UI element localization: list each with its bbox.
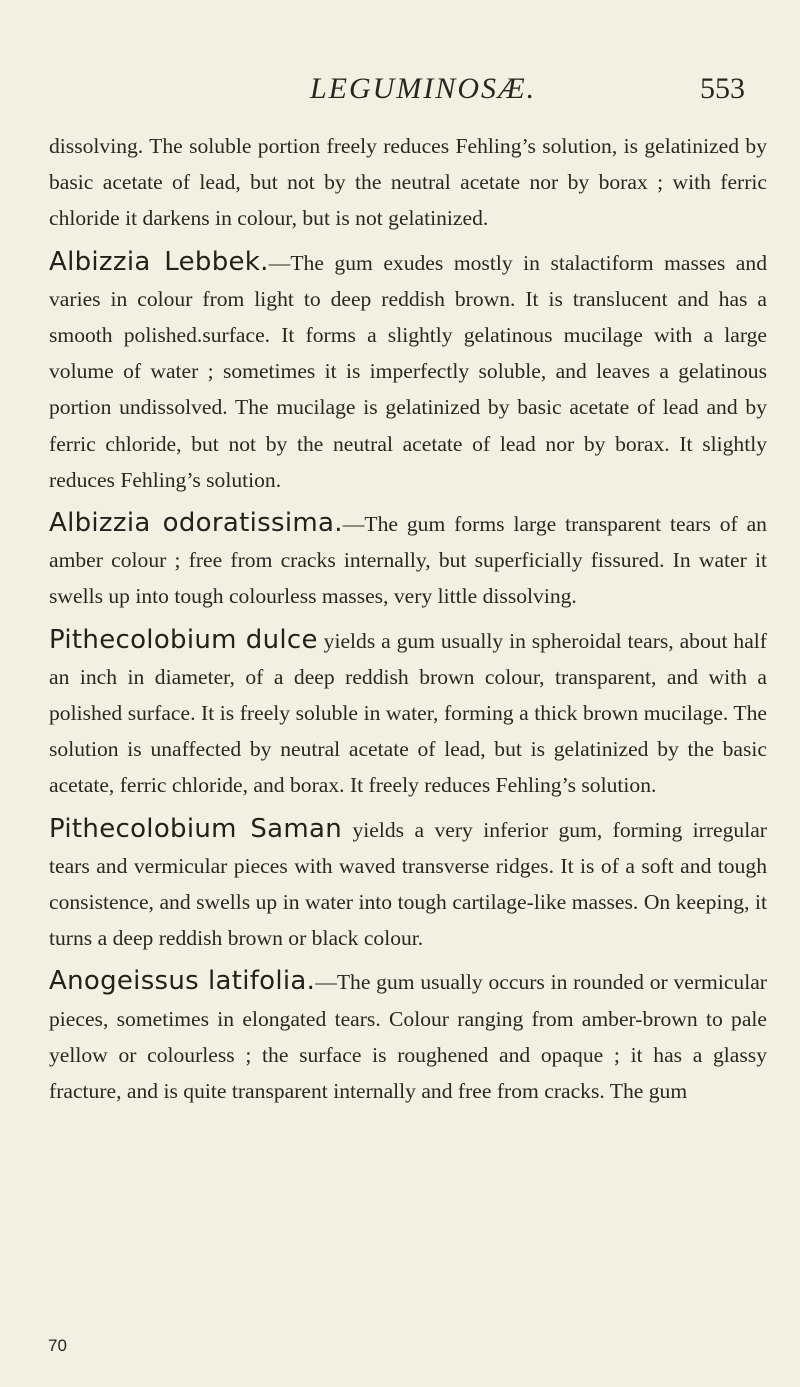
species-heading: Pithecolobium dulce: [49, 624, 318, 655]
paragraph-text: dissolving. The soluble portion freely reduces Fehling’s solution, is gelatinized by basic acetate of lead, but not by the neutral acetate nor by borax ; with ferric chloride it darkens in colour, but is not gelatinized.: [49, 134, 767, 231]
species-heading: Albizzia odoratissima.: [49, 508, 343, 539]
paragraph-pithecolobium-saman: [49, 811, 767, 957]
body-text: [49, 128, 767, 1109]
species-heading: Pithecolobium Saman: [49, 813, 343, 844]
running-head: [0, 72, 800, 112]
page-number: 553: [700, 72, 745, 105]
paragraph-continuation: [49, 128, 767, 237]
paragraph-text: —The gum usually occurs in rounded or vermicular pieces, sometimes in elongated tears. Colour ranging from amber-brown to pale yellow or colourless ; the surface is roughened and opaque ; it has a glassy fracture, and is quite transparent internally and free from cracks. The gum: [49, 970, 767, 1104]
paragraph-text: —The gum forms large transparent tears of an amber colour ; free from cracks internally, but superficially fissured. In water it swells up into tough colourless masses, very little dissolving.: [49, 512, 767, 609]
paragraph-text: yields a very inferior gum, forming irregular tears and vermicular pieces with waved transverse ridges. It is of a soft and tough consistence, and swells up in water into tough cartilage-like masses. On keeping, it turns a deep reddish brown or black colour.: [49, 817, 768, 951]
paragraph-text: yields a gum usually in spheroidal tears, about half an inch in diameter, of a deep reddish brown colour, transparent, and with a polished surface. It is freely soluble in water, forming a thick brown mucilage. The solution is unaffected by neutral acetate of lead, but is gelatinized by the basic acetate, ferric chloride, and borax. It freely reduces Fehling’s solution.: [49, 628, 767, 798]
paragraph-pithecolobium-dulce: [49, 622, 767, 804]
species-heading: Albizzia Lebbek.: [49, 246, 269, 277]
paragraph-text: —The gum exudes mostly in stalactiform masses and varies in colour from light to deep reddish brown. It is translucent and has a smooth polished.surface. It forms a slightly gelatinous mucilage with a large volume of water ; sometimes it is imperfectly soluble, and leaves a gelatinous portion undissolved. The mucilage is gelatinized by basic acetate of lead and by ferric chloride, but not by the neutral acetate of lead nor by borax. It slightly reduces Fehling’s solution.: [49, 250, 767, 492]
paragraph-albizzia-lebbek: [49, 244, 767, 498]
signature-mark: 70: [48, 1336, 67, 1355]
running-title: LEGUMINOSÆ.: [310, 72, 537, 105]
species-heading: Anogeissus latifolia.: [49, 966, 316, 997]
paragraph-albizzia-odoratissima: [49, 505, 767, 615]
paragraph-anogeissus-latifolia: [49, 963, 767, 1109]
